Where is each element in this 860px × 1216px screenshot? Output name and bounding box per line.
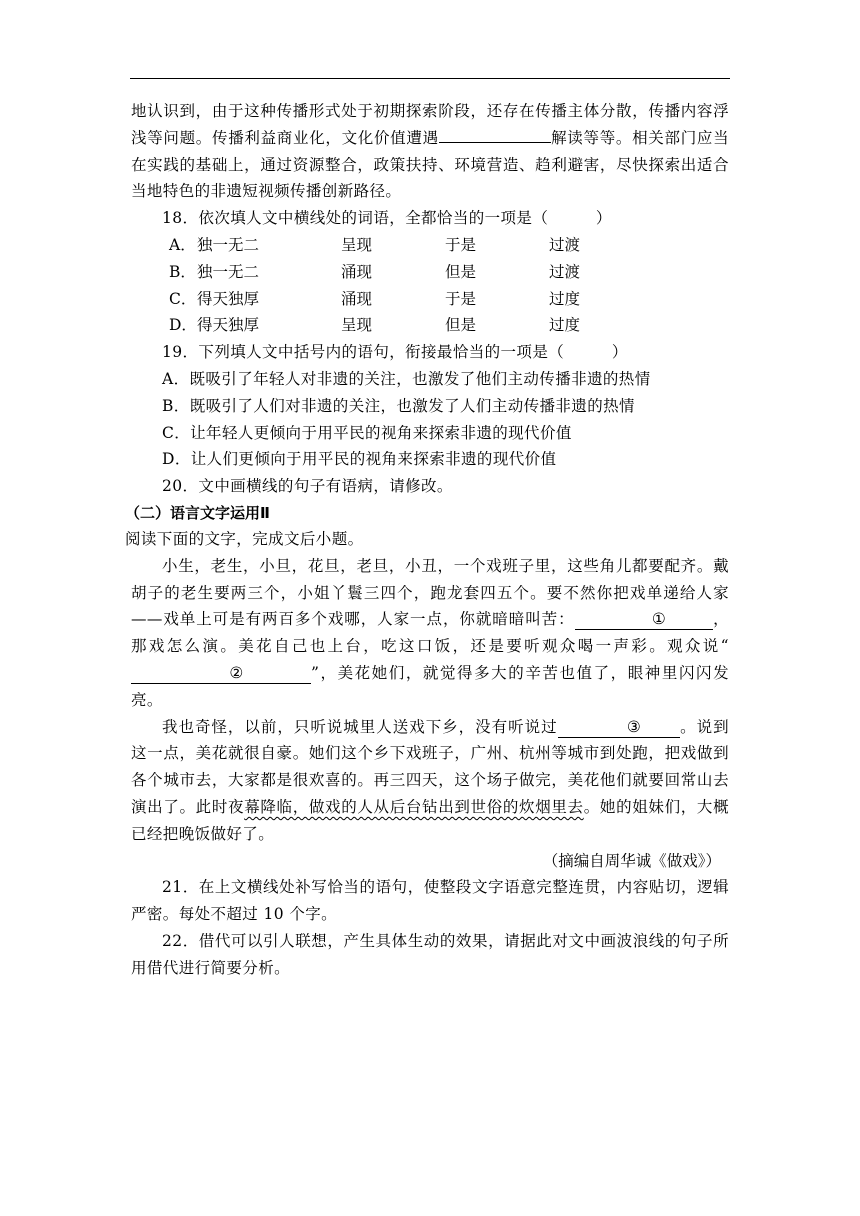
option-word-3: 于是 [445, 235, 477, 254]
reading-paragraph-2 [131, 714, 729, 848]
option-word-2: 呈现 [341, 316, 373, 335]
option-word-2: 涌现 [341, 289, 373, 308]
question-18-options [131, 232, 729, 339]
question-18-stem: 18．依次填人文中横线处的词语，全都恰当的一项是（ ） [162, 209, 612, 228]
option-word-4: 过度 [549, 316, 581, 335]
option-word-4: 过度 [549, 289, 581, 308]
option-letter: B． [169, 262, 196, 281]
paragraph-text: 。她的姐妹们，大概已经把晚饭做好了。 [131, 797, 729, 843]
option-b[interactable]: B．既吸引了人们对非遗的关注，也激发了人们主动传播非遗的热情 [162, 396, 635, 415]
option-a[interactable]: A．既吸引了年轻人对非遗的关注，也激发了他们主动传播非遗的热情 [162, 369, 651, 388]
option-a[interactable] [131, 232, 729, 259]
option-d[interactable] [131, 312, 729, 339]
question-21: 21．在上文横线处补写恰当的语句，使整段文字语意完整连贯，内容贴切，逻辑严密。每处不超过 10 个字。 [131, 878, 729, 924]
question-19-stem: 19．下列填人文中括号内的语句，衔接最恰当的一项是（ ） [162, 343, 628, 362]
passage-line-2a: 传播内容浮浅等问题。传播利益商业化，文化价值遭遇 [131, 102, 729, 147]
option-letter: D． [169, 316, 197, 335]
option-word-3: 但是 [445, 262, 477, 281]
paragraph-text: ”，美花她们，就觉得多大的辛苦也值了，眼神里闪闪发亮。 [131, 663, 729, 709]
option-word-1: 得天独厚 [197, 316, 260, 335]
option-c[interactable] [131, 286, 729, 313]
option-word-4: 过渡 [549, 235, 581, 254]
option-word-4: 过渡 [549, 262, 581, 281]
answer-blank-underline [439, 126, 551, 143]
option-word-2: 涌现 [341, 262, 373, 281]
passage-line-2b: 解 [550, 128, 568, 147]
passage-continuation [131, 98, 729, 205]
question-20: 20．文中画横线的句子有语病，请修改。 [162, 477, 453, 496]
fill-blank-3[interactable]: ③ [558, 717, 680, 738]
passage-rest: 读等等。相关部门应当在实践的基础上，通过资源整合，政策扶持、环境营造、趋利避害，尽快探索出适合当地特色的非遗短视频传播创新路径。 [131, 128, 729, 201]
question-22: 22．借代可以引人联想，产生具体生动的效果，请据此对文中画波浪线的句子所用借代进行简要分析。 [131, 931, 729, 977]
wavy-underlined-sentence: 幕降临，做戏的人从后台钻出到世俗的炊烟里去 [244, 797, 584, 816]
option-letter: C． [169, 289, 197, 308]
source-citation: （摘编自周华诚《做戏》） [542, 851, 721, 870]
option-c[interactable]: C．让年轻人更倾向于用平民的视角来探索非遗的现代价值 [162, 423, 572, 442]
section-instruction: 阅读下面的文字，完成文后小题。 [125, 529, 364, 548]
section-heading: （二）语言文字运用Ⅱ [125, 503, 270, 522]
option-b[interactable] [131, 259, 729, 286]
option-letter: A． [169, 235, 196, 254]
fill-blank-1[interactable]: ① [575, 609, 713, 630]
paragraph-text: ，那戏怎么演。美花自己也上台，吃这口饭，还是要听观众喝一声彩。观众说“ [131, 610, 729, 656]
option-word-3: 于是 [445, 289, 477, 308]
paragraph-text: 我也奇怪，以前，只听说城里人送戏下乡，没有听说过 [162, 717, 558, 736]
paragraph-text: 小生，老生，小旦，花旦，老旦，小丑，一个戏班子里，这些角儿都要配齐。戴胡子的老生要两三个，小姐丫鬟三四个，跑龙套四五个。要不然你把戏单递给人家——戏单上可是有两百多个戏哪，人家一点，你就暗暗叫苦： [131, 556, 729, 629]
option-word-1: 独一无二 [197, 235, 260, 254]
passage-line-1: 地认识到，由于这种传播形式处于初期探索阶段，还存在传播主体分散， [131, 102, 649, 120]
option-word-1: 得天独厚 [197, 289, 260, 308]
header-rule [130, 78, 730, 79]
option-word-1: 独一无二 [197, 262, 260, 281]
document-body [125, 98, 729, 982]
fill-blank-2[interactable]: ② [131, 663, 311, 684]
reading-paragraph-1 [131, 553, 729, 714]
option-d[interactable]: D．让人们更倾向于用平民的视角来探索非遗的现代价值 [162, 450, 557, 469]
option-word-2: 呈现 [341, 235, 373, 254]
paragraph-text: 。说到这一点，美花就很自豪。她们这个乡下戏班子，广州、杭州等城市到处跑，把戏做到各个城市去，大家都是很欢喜的。再三四天，这个场子做完，美花他们就要回常山去演出了。此时夜 [131, 717, 729, 816]
option-word-3: 但是 [445, 316, 477, 335]
